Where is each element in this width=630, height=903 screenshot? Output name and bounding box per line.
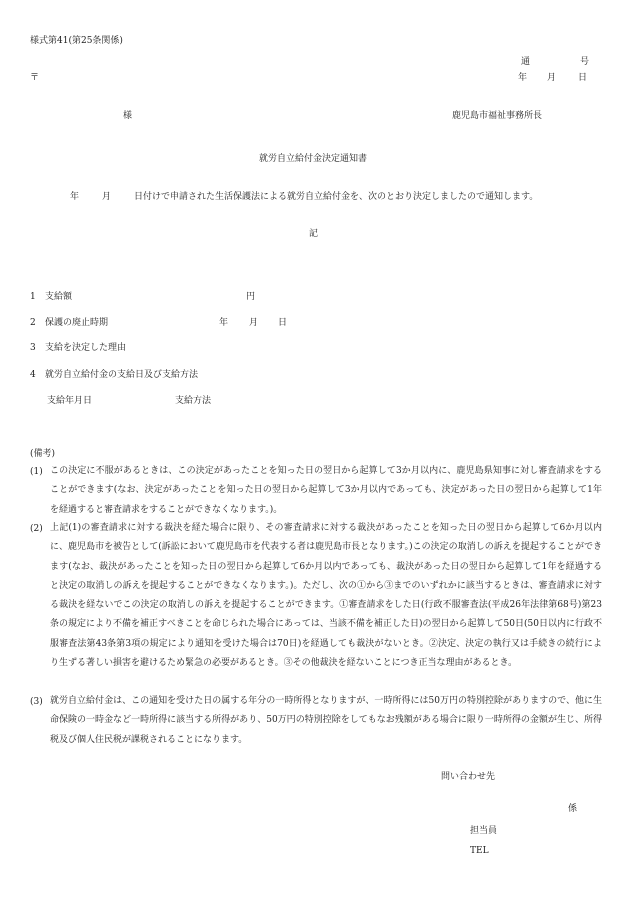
contact-person-label: 担当員	[470, 826, 498, 836]
notice-number-label: 通	[521, 57, 531, 67]
item2-label: 保護の廃止時期	[45, 318, 109, 328]
notice-number-suffix: 号	[580, 57, 590, 67]
item1-label: 支給額	[45, 292, 73, 302]
issue-date-day: 日	[578, 73, 588, 83]
remarks-heading: (備考)	[30, 449, 56, 459]
item2-day: 日	[278, 318, 288, 328]
issue-date-month: 月	[547, 73, 557, 83]
item3-number: 3	[30, 343, 36, 353]
issue-date-year: 年	[518, 73, 528, 83]
item4-label: 就労自立給付金の支給日及び支給方法	[45, 370, 199, 380]
item1-unit: 円	[246, 292, 256, 302]
remark2-text: 上記(1)の審査請求に対する裁決を経た場合に限り、その審査請求に対する裁決があったことを知った日の翌日から起算して6か月以内に、鹿児島市を被告として(訴訟において鹿児島市を代表する者は鹿児島市長となります。)この決定の取消しの訴えを提起することができます(なお、裁決があったことを知った日の翌日から起算して6か月以内であっても、裁決があった日の翌日から起算して1年を経過すると決定の取消しの訴えを提起することができなくなります。)。ただし、次の①から③までのいずれかに該当するときは、審査請求に対する裁決を経ないでこの決定の取消しの訴えを提起することができます。①審査請求をした日(行政不服審査法(平成26年法律第68号)第23条の規定により不備を補正すべきことを命じられた場合にあっては、当該不備を補正した日)の翌日から起算して50日(50日以内に行政不服審査法第43条第3項の規定により通知を受けた場合は70日)を経過しても裁決がないとき。②決定、決定の執行又は手続きの続行により生ずる著しい損害を避けるため緊急の必要があるとき。③その他裁決を経ないことにつき正当な理由があるとき。	[50, 523, 602, 669]
item4-payment-method-label: 支給方法	[175, 396, 212, 406]
remark3-text: 就労自立給付金は、この通知を受けた日の属する年分の一時所得となりますが、一時所得には50万円の特別控除がありますので、他に生命保険の一時金など一時所得に該当する所得があり、50万円の特別控除をしてもなお残額がある場合に限り一時所得の金額が生じ、所得税及び個人住民税が課税されることになります。	[50, 696, 602, 745]
remark1-number: (1)	[30, 467, 43, 477]
addressee-suffix: 様	[123, 111, 133, 121]
document-title: 就労自立給付金決定通知書	[259, 154, 368, 164]
item2-year: 年	[219, 318, 229, 328]
remark3-number: (3)	[30, 697, 43, 707]
item4-payment-date-label: 支給年月日	[47, 396, 93, 406]
item1-number: 1	[30, 292, 36, 302]
remark2-number: (2)	[30, 524, 43, 534]
form-reference: 様式第41(第25条関係)	[30, 36, 123, 46]
contact-heading: 問い合わせ先	[441, 772, 496, 782]
intro-year: 年	[70, 192, 80, 202]
postal-mark: 〒	[30, 73, 40, 83]
item2-number: 2	[30, 318, 36, 328]
contact-section-suffix: 係	[568, 804, 578, 814]
intro-text: 日付けで申請された生活保護法による就労自立給付金を、次のとおり決定しましたので通知します。	[134, 192, 539, 202]
intro-month: 月	[102, 192, 112, 202]
remark1-text: この決定に不服があるときは、この決定があったことを知った日の翌日から起算して3か月以内に、鹿児島県知事に対し審査請求をすることができます(なお、決定があったことを知った日の翌日から起算して3か月以内であっても、決定があった日の翌日から起算して1年を経過すると審査請求をすることができなくなります。)。	[50, 466, 602, 515]
issuer-name: 鹿児島市福祉事務所長	[452, 111, 543, 121]
item4-number: 4	[30, 370, 36, 380]
item3-label: 支給を決定した理由	[45, 343, 127, 353]
ki-mark: 記	[309, 229, 319, 239]
contact-tel-label: TEL	[470, 846, 489, 856]
item2-month: 月	[249, 318, 259, 328]
